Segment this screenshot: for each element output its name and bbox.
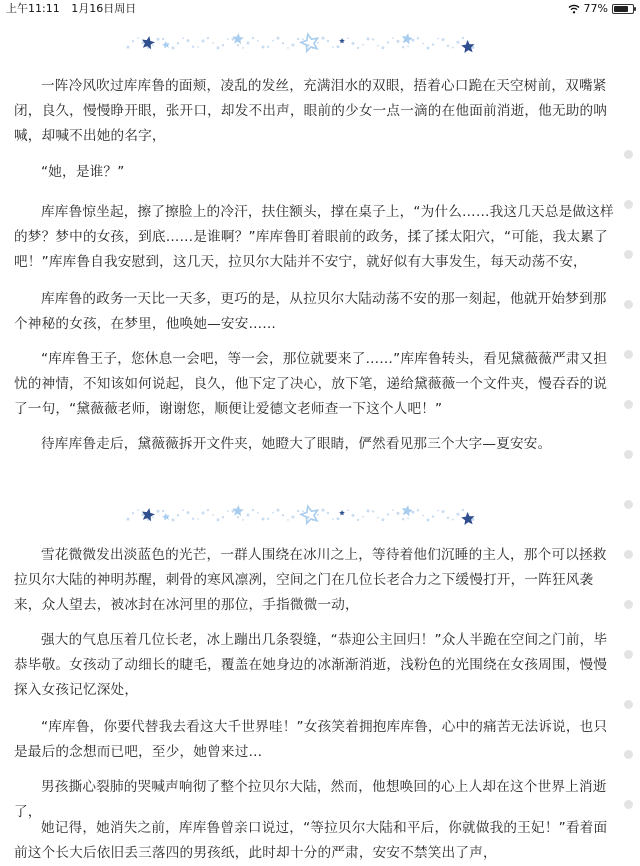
divider-dot (192, 518, 194, 520)
divider-dot (412, 511, 415, 514)
section2-paragraph-5: 她记得，她消失之前，库库鲁曾亲口说过，“等拉贝尔大陆和平后，你就做我的王妃！”看着面前这个长大后依旧丢三落四的男孩纸，此时却十分的严肃，安安不禁笑出了声， (14, 820, 608, 861)
divider-dot (367, 37, 370, 40)
divider-dot (357, 47, 359, 49)
section1-paragraph-2: “她，是谁？” (41, 164, 125, 180)
scroll-dot[interactable] (624, 550, 633, 559)
divider-dot (267, 518, 269, 520)
divider-dot (392, 509, 394, 511)
divider-dot (287, 47, 289, 49)
scroll-dot[interactable] (624, 250, 633, 259)
scroll-dot[interactable] (624, 750, 633, 759)
divider-dot (372, 38, 374, 40)
divider-dot (262, 45, 265, 48)
divider-dot (242, 519, 244, 521)
divider-dot (362, 44, 364, 46)
scroll-dot[interactable] (624, 500, 633, 509)
divider-dot (132, 40, 134, 42)
scroll-dot[interactable] (624, 800, 633, 809)
divider-dot (282, 42, 284, 44)
divider-dot (427, 518, 430, 521)
divider-dot (397, 512, 400, 515)
divider-dot (382, 46, 385, 49)
divider-dot (352, 514, 355, 517)
stars-divider-top (120, 26, 480, 60)
divider-dot (447, 517, 449, 519)
divider-dot (302, 510, 304, 512)
divider-dot (282, 514, 284, 516)
divider-dot (362, 516, 364, 518)
divider-dot (217, 518, 220, 521)
star-icon (402, 505, 413, 516)
divider-dot (137, 37, 139, 39)
divider-dot (177, 42, 179, 44)
divider-dot (322, 509, 325, 512)
divider-dot (452, 47, 454, 49)
scroll-dot[interactable] (624, 300, 633, 309)
divider-dot (187, 511, 190, 514)
scroll-dot[interactable] (624, 600, 633, 609)
divider-dot (257, 40, 259, 42)
divider-dot (192, 46, 194, 48)
divider-dot (317, 42, 319, 44)
divider-dot (237, 44, 239, 46)
divider-dot (137, 509, 139, 511)
divider-dot (182, 509, 184, 511)
section1-paragraph-3: 库库鲁惊坐起，擦了擦脸上的冷汗，扶住额头，撑在桌子上，“为什么……我这几天总是做这样的梦？梦中的女孩，到底……是谁啊？”库库鲁盯着眼前的政务，揉了揉太阳穴，“可能，我太累了吧！”库库鲁自我安慰到，这几天，拉贝尔大陆并不安宁，就好似有大事发生，每天动荡不安， (14, 204, 614, 270)
divider-dot (252, 509, 254, 511)
divider-dot (127, 46, 130, 49)
divider-dot (272, 512, 274, 514)
section1-paragraph-4: 库库鲁的政务一天比一天多，更巧的是，从拉贝尔大陆动荡不安的那一刻起，他就开始梦到那个神秘的女孩，在梦里，他唤她—安安…… (14, 291, 607, 332)
status-date: 1月16日周日 (71, 2, 137, 15)
stars-dots-divider-icon (120, 498, 480, 532)
divider-dot (217, 46, 220, 49)
divider-dot (347, 509, 349, 511)
divider-dot (252, 37, 254, 39)
divider-dot (447, 45, 449, 47)
divider-dot (442, 510, 445, 513)
divider-dot (237, 516, 239, 518)
divider-dot (407, 518, 409, 520)
divider-dot (427, 46, 430, 49)
divider-dot (197, 46, 199, 48)
divider-dot (242, 47, 244, 49)
divider-dot (287, 519, 289, 521)
divider-dot (432, 515, 434, 517)
divider-dot (152, 517, 154, 519)
divider-dot (367, 509, 370, 512)
divider-dot (402, 518, 404, 520)
scroll-dot[interactable] (624, 150, 633, 159)
section2-paragraph-2: 强大的气息压着几位长老，冰上蹦出几条裂缝，“恭迎公主回归！”众人半跪在空间之门前，毕恭毕敬。女孩动了动细长的睫毛，覆盖在她身边的冰渐渐消逝，浅粉色的光围绕在女孩周围，慢慢探入女孩记忆深处， (14, 632, 608, 698)
status-right (568, 0, 634, 18)
divider-dot (317, 514, 319, 516)
status-bar (0, 0, 640, 18)
divider-dot (272, 40, 274, 42)
divider-dot (332, 46, 334, 48)
divider-dot (162, 510, 164, 512)
divider-dot (202, 39, 205, 42)
divider-dot (457, 41, 460, 44)
divider-dot (392, 37, 394, 39)
battery-fill (614, 6, 628, 12)
section1-paragraph-6: 待库库鲁走后，黛薇薇拆开文件夹，她瞪大了眼睛，俨然看见那三个大字—夏安安。 (41, 436, 552, 452)
stars-divider-middle (120, 498, 480, 532)
divider-dot (247, 513, 250, 516)
divider-dot (202, 511, 205, 514)
star-icon (402, 33, 413, 44)
divider-dot (227, 510, 229, 512)
battery-percent: 77% (583, 2, 608, 15)
divider-dot (407, 46, 409, 48)
divider-dot (437, 38, 439, 40)
divider-dot (222, 516, 224, 518)
divider-dot (297, 38, 299, 40)
scroll-dot[interactable] (624, 350, 633, 359)
divider-dot (327, 512, 329, 514)
divider-dot (417, 37, 419, 39)
divider-dot (377, 517, 379, 519)
divider-dot (292, 44, 295, 47)
battery-icon (612, 4, 634, 14)
divider-dot (302, 38, 304, 40)
wifi-icon (568, 4, 580, 14)
divider-dot (377, 45, 379, 47)
divider-dot (257, 512, 259, 514)
divider-dot (452, 519, 454, 521)
section2-paragraph-3: “库库鲁，你要代替我去看这大千世界哇！”女孩笑着拥抱库库鲁，心中的痛苦无法诉说，也只是最后的念想而已吧，至少，她曾来过… (14, 719, 608, 760)
divider-dot (412, 39, 415, 42)
divider-dot (332, 518, 334, 520)
divider-dot (457, 513, 460, 516)
divider-dot (212, 514, 214, 516)
divider-dot (172, 46, 175, 49)
divider-dot (387, 513, 389, 515)
divider-dot (357, 519, 359, 521)
section2-paragraph-1: 雪花微微发出淡蓝色的光芒，一群人围绕在冰川之上，等待着他们沉睡的主人，那个可以拯救拉贝尔大陆的神明苏醒，刺骨的寒风凛冽，空间之门在几位长老合力之下缓慢打开，一阵狂风袭来，众人望去，被冰封在冰河里的那位，手指微微一动， (14, 547, 607, 613)
scroll-dot[interactable] (624, 400, 633, 409)
divider-dot (417, 509, 419, 511)
divider-dot (207, 37, 209, 39)
divider-dot (157, 510, 160, 513)
divider-dot (432, 43, 434, 45)
status-left (6, 0, 144, 18)
divider-dot (222, 44, 224, 46)
divider-dot (187, 39, 190, 42)
section1-paragraph-5: “库库鲁王子，您休息一会吧，等一会，那位就要来了……”库库鲁转头，看见黛薇薇严肃又担忧的神情，不知该如何说起，良久，他下定了决心，放下笔，递给黛薇薇一个文件夹，慢吞吞的说了一句，“黛薇薇老师，谢谢您，顺便让爱德文老师查一下这个人吧！” (14, 351, 608, 417)
divider-dot (437, 510, 439, 512)
divider-dot (387, 41, 389, 43)
divider-dot (322, 37, 325, 40)
divider-dot (402, 46, 404, 48)
divider-dot (177, 514, 179, 516)
divider-dot (262, 517, 265, 520)
divider-dot (157, 38, 160, 41)
star-icon (301, 34, 318, 51)
divider-dot (347, 37, 349, 39)
divider-dot (247, 41, 250, 44)
divider-dot (337, 45, 340, 48)
divider-dot (292, 516, 295, 519)
divider-dot (277, 509, 280, 512)
divider-dot (422, 43, 424, 45)
divider-dot (197, 518, 199, 520)
divider-dot (372, 510, 374, 512)
divider-dot (152, 45, 154, 47)
status-time: 上午11:11 (6, 2, 60, 15)
divider-dot (277, 37, 280, 40)
scroll-dot[interactable] (624, 200, 633, 209)
scroll-dot[interactable] (624, 700, 633, 709)
divider-dot (352, 42, 355, 45)
stars-dots-divider-icon (120, 26, 480, 60)
divider-dot (397, 40, 400, 43)
divider-dot (422, 515, 424, 517)
divider-dot (382, 518, 385, 521)
divider-dot (182, 37, 184, 39)
divider-dot (327, 40, 329, 42)
divider-dot (132, 512, 134, 514)
section2-paragraph-4: 男孩撕心裂肺的哭喊声响彻了整个拉贝尔大陆，然而，他想唤回的心上人却在这个世界上消逝了， (14, 779, 607, 820)
divider-dot (127, 518, 130, 521)
divider-dot (267, 46, 269, 48)
divider-dot (297, 510, 299, 512)
scroll-dot[interactable] (624, 450, 633, 459)
divider-dot (462, 37, 464, 39)
divider-dot (212, 42, 214, 44)
star-icon (339, 510, 345, 515)
divider-dot (162, 38, 164, 40)
star-icon (301, 506, 318, 523)
divider-dot (172, 518, 175, 521)
divider-dot (337, 517, 340, 520)
star-icon (339, 38, 345, 43)
divider-dot (462, 509, 464, 511)
divider-dot (442, 38, 445, 41)
section1-paragraph-1: 一阵冷风吹过库库鲁的面颊，凌乱的发丝，充满泪水的双眼，捂着心口跪在天空树前，双嘴紧闭，良久，慢慢睁开眼，张开口，却发不出声，眼前的少女一点一滴的在他面前消逝，他无助的呐喊，却喊不出她的名字， (14, 78, 608, 144)
divider-dot (227, 38, 229, 40)
divider-dot (207, 509, 209, 511)
scroll-dot[interactable] (624, 650, 633, 659)
